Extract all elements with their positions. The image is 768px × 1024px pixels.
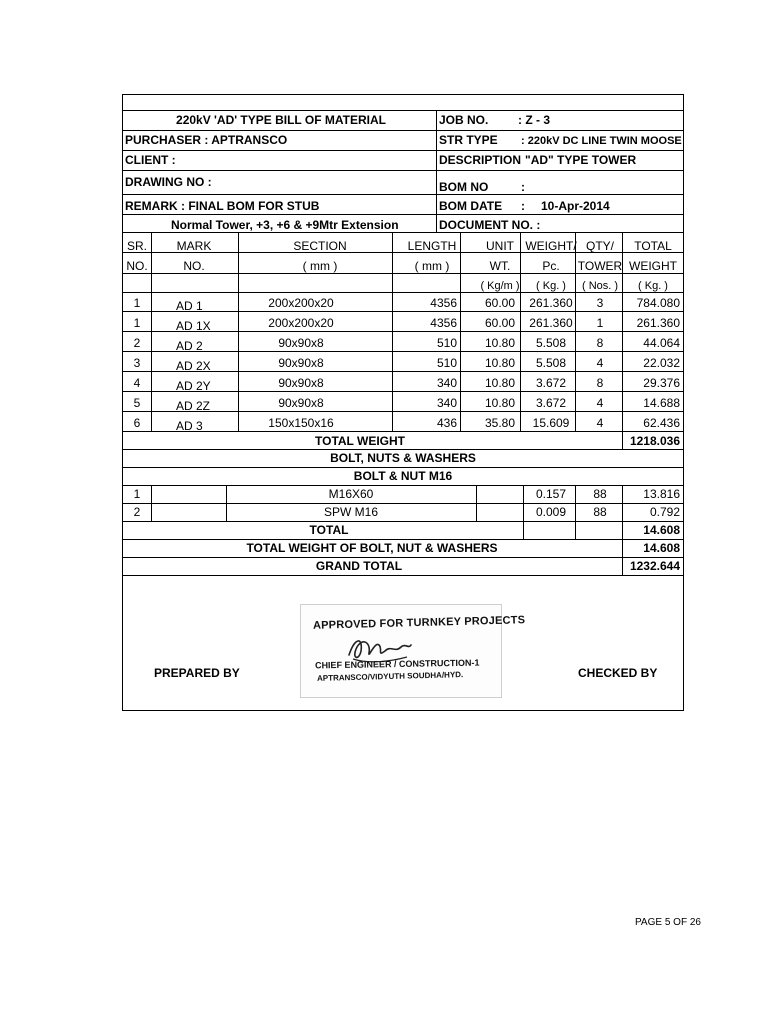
cell-mark-no: AD 1X bbox=[176, 319, 211, 333]
column-header: UNIT bbox=[486, 239, 514, 253]
column-header: ( mm ) bbox=[302, 259, 338, 273]
bolt-grand-value: 14.608 bbox=[643, 541, 680, 555]
cell-qty: 3 bbox=[596, 296, 604, 310]
bom-date-colon: : bbox=[521, 199, 525, 213]
cell-sr-no: 6 bbox=[133, 416, 141, 430]
cell-mark-no: AD 2Y bbox=[176, 379, 211, 393]
column-header: SECTION bbox=[293, 239, 347, 253]
description-label: DESCRIPTION bbox=[439, 153, 522, 167]
column-unit: ( Kg/m ) bbox=[480, 280, 520, 292]
cell-sr-no: 3 bbox=[133, 356, 141, 370]
row-divider bbox=[123, 575, 683, 576]
cell-qty: 4 bbox=[596, 416, 604, 430]
bom-no-colon: : bbox=[521, 180, 525, 194]
cell-total: 784.080 bbox=[636, 296, 680, 310]
cell-sr-no: 1 bbox=[133, 296, 141, 310]
cell-length: 436 bbox=[436, 416, 457, 430]
bolt-grand-label: TOTAL WEIGHT OF BOLT, NUT & WASHERS bbox=[246, 541, 498, 555]
row-divider bbox=[123, 194, 683, 195]
column-divider bbox=[238, 232, 239, 431]
grand-total-label: GRAND TOTAL bbox=[315, 559, 403, 573]
cell-unit-wt: 35.80 bbox=[484, 416, 516, 430]
checked-by: CHECKED BY bbox=[578, 666, 658, 680]
document-no: DOCUMENT NO. : bbox=[439, 218, 541, 232]
row-divider bbox=[123, 214, 683, 215]
column-header: TOWER bbox=[577, 259, 623, 273]
cell-description: SPW M16 bbox=[323, 505, 379, 519]
cell-qty: 8 bbox=[596, 336, 604, 350]
cell-sr-no: 1 bbox=[133, 487, 141, 501]
stamp-office-text: APTRANSCO/VIDYUTH SOUDHA/HYD. bbox=[316, 670, 464, 683]
stamp-approved-text: APPROVED FOR TURNKEY PROJECTS bbox=[312, 614, 526, 632]
cell-weight-pc: 5.508 bbox=[535, 356, 567, 370]
cell-qty: 4 bbox=[596, 356, 604, 370]
cell-weight-pc: 0.009 bbox=[535, 505, 567, 519]
column-divider bbox=[226, 485, 227, 521]
bolts-header: BOLT, NUTS & WASHERS bbox=[330, 451, 476, 465]
column-divider bbox=[460, 232, 461, 431]
column-divider bbox=[575, 485, 576, 521]
column-divider bbox=[622, 485, 623, 521]
cell-qty: 4 bbox=[596, 396, 604, 410]
cell-unit-wt: 60.00 bbox=[484, 296, 516, 310]
cell-mark-no: AD 2X bbox=[176, 359, 211, 373]
cell-qty: 1 bbox=[596, 316, 604, 330]
cell-total: 62.436 bbox=[643, 416, 680, 430]
cell-unit-wt: 60.00 bbox=[484, 316, 516, 330]
row-divider bbox=[123, 503, 683, 504]
column-header: MARK bbox=[176, 239, 212, 253]
bolt-nut-header: BOLT & NUT M16 bbox=[353, 469, 453, 483]
cell-total: 29.376 bbox=[643, 376, 680, 390]
column-header: WT. bbox=[489, 259, 511, 273]
column-divider bbox=[575, 232, 576, 431]
cell-qty: 88 bbox=[593, 487, 607, 501]
column-unit: ( Kg. ) bbox=[638, 280, 668, 292]
row-divider bbox=[123, 273, 683, 274]
cell-length: 4356 bbox=[430, 296, 457, 310]
total-weight-value: 1218.036 bbox=[629, 434, 680, 448]
column-divider bbox=[392, 232, 393, 431]
row-divider bbox=[123, 170, 683, 171]
cell-sr-no: 5 bbox=[133, 396, 141, 410]
cell-mark-no: AD 3 bbox=[176, 419, 203, 433]
job-no-value: : Z - 3 bbox=[518, 113, 550, 127]
cell-mark-no: AD 1 bbox=[176, 299, 203, 313]
row-divider bbox=[123, 539, 683, 540]
cell-description: M16X60 bbox=[328, 487, 374, 501]
cell-weight-pc: 15.609 bbox=[532, 416, 570, 430]
drawing-no: DRAWING NO : bbox=[125, 175, 212, 189]
column-divider bbox=[523, 521, 524, 539]
column-divider bbox=[151, 485, 152, 521]
cell-section: 200x200x20 bbox=[268, 296, 334, 310]
cell-total: 14.688 bbox=[643, 396, 680, 410]
cell-length: 510 bbox=[436, 336, 457, 350]
bolt-total-value: 14.608 bbox=[643, 523, 680, 537]
row-divider bbox=[123, 521, 683, 522]
row-divider bbox=[123, 449, 683, 450]
cell-section: 150x150x16 bbox=[268, 416, 334, 430]
column-divider bbox=[622, 521, 623, 539]
cell-section: 90x90x8 bbox=[278, 396, 324, 410]
cell-total: 22.032 bbox=[643, 356, 680, 370]
cell-qty: 8 bbox=[596, 376, 604, 390]
row-divider bbox=[123, 130, 683, 131]
stamp-designation-text: CHIEF ENGINEER / CONSTRUCTION-1 bbox=[314, 657, 480, 671]
column-header: NO. bbox=[126, 259, 148, 273]
bom-no-label: BOM NO bbox=[439, 180, 489, 194]
column-divider bbox=[622, 431, 623, 449]
document-title: 220kV 'AD' TYPE BILL OF MATERIAL bbox=[176, 113, 386, 127]
cell-section: 90x90x8 bbox=[278, 376, 324, 390]
row-divider bbox=[123, 557, 683, 558]
bolt-total-label: TOTAL bbox=[309, 523, 349, 537]
row-divider bbox=[123, 467, 683, 468]
cell-weight-pc: 261.360 bbox=[529, 296, 573, 310]
column-header: ( mm ) bbox=[414, 259, 450, 273]
cell-total: 44.064 bbox=[643, 336, 680, 350]
column-divider bbox=[622, 539, 623, 575]
cell-weight-pc: 3.672 bbox=[535, 396, 567, 410]
job-no-label: JOB NO. bbox=[439, 113, 489, 127]
bom-date-label: BOM DATE bbox=[439, 199, 503, 213]
cell-weight-pc: 5.508 bbox=[535, 336, 567, 350]
column-header: TOTAL bbox=[634, 239, 672, 253]
row-divider bbox=[123, 311, 683, 312]
remark: REMARK : FINAL BOM FOR STUB bbox=[125, 199, 320, 213]
column-divider bbox=[523, 485, 524, 521]
row-divider bbox=[123, 431, 683, 432]
row-divider bbox=[123, 110, 683, 111]
column-header: NO. bbox=[183, 259, 205, 273]
column-header: WEIGHT/ bbox=[525, 239, 577, 253]
row-divider bbox=[123, 485, 683, 486]
header-divider bbox=[436, 110, 437, 232]
total-weight-label: TOTAL WEIGHT bbox=[315, 434, 405, 448]
cell-total: 13.816 bbox=[643, 487, 680, 501]
bom-date-value: 10-Apr-2014 bbox=[541, 199, 610, 213]
column-header: LENGTH bbox=[407, 239, 457, 253]
column-header: WEIGHT bbox=[629, 259, 677, 273]
page-number: PAGE 5 OF 26 bbox=[635, 917, 701, 928]
column-header: SR. bbox=[126, 239, 148, 253]
column-header: QTY/ bbox=[585, 239, 615, 253]
extension-note: Normal Tower, +3, +6 & +9Mtr Extension bbox=[171, 218, 399, 232]
cell-length: 340 bbox=[436, 376, 457, 390]
row-divider bbox=[123, 150, 683, 151]
cell-section: 90x90x8 bbox=[278, 356, 324, 370]
cell-sr-no: 1 bbox=[133, 316, 141, 330]
cell-section: 90x90x8 bbox=[278, 336, 324, 350]
column-header: Pc. bbox=[542, 259, 560, 273]
str-type-value: : 220kV DC LINE TWIN MOOSE bbox=[521, 135, 682, 147]
cell-mark-no: AD 2 bbox=[176, 339, 203, 353]
approval-stamp bbox=[300, 604, 526, 698]
cell-sr-no: 2 bbox=[133, 505, 141, 519]
cell-sr-no: 4 bbox=[133, 376, 141, 390]
cell-unit-wt: 10.80 bbox=[484, 376, 516, 390]
column-divider bbox=[151, 232, 152, 431]
purchaser: PURCHASER : APTRANSCO bbox=[125, 133, 288, 147]
cell-qty: 88 bbox=[593, 505, 607, 519]
cell-weight-pc: 0.157 bbox=[535, 487, 567, 501]
cell-sr-no: 2 bbox=[133, 336, 141, 350]
cell-unit-wt: 10.80 bbox=[484, 396, 516, 410]
str-type-label: STR TYPE bbox=[439, 133, 498, 147]
cell-length: 4356 bbox=[430, 316, 457, 330]
column-unit: ( Nos. ) bbox=[581, 280, 619, 292]
column-divider bbox=[575, 521, 576, 539]
description-value: "AD" TYPE TOWER bbox=[525, 153, 637, 167]
cell-length: 340 bbox=[436, 396, 457, 410]
cell-weight-pc: 3.672 bbox=[535, 376, 567, 390]
cell-total: 261.360 bbox=[636, 316, 680, 330]
cell-weight-pc: 261.360 bbox=[529, 316, 573, 330]
grand-total-value: 1232.644 bbox=[629, 559, 680, 573]
cell-unit-wt: 10.80 bbox=[484, 336, 516, 350]
column-unit: ( Kg. ) bbox=[536, 280, 566, 292]
row-divider bbox=[123, 232, 683, 233]
prepared-by: PREPARED BY bbox=[154, 666, 240, 680]
cell-length: 510 bbox=[436, 356, 457, 370]
column-divider bbox=[520, 232, 521, 431]
row-divider bbox=[123, 351, 683, 352]
cell-mark-no: AD 2Z bbox=[176, 399, 211, 413]
cell-section: 200x200x20 bbox=[268, 316, 334, 330]
client: CLIENT : bbox=[125, 153, 176, 167]
cell-total: 0.792 bbox=[649, 505, 680, 519]
column-divider bbox=[476, 485, 477, 521]
cell-unit-wt: 10.80 bbox=[484, 356, 516, 370]
